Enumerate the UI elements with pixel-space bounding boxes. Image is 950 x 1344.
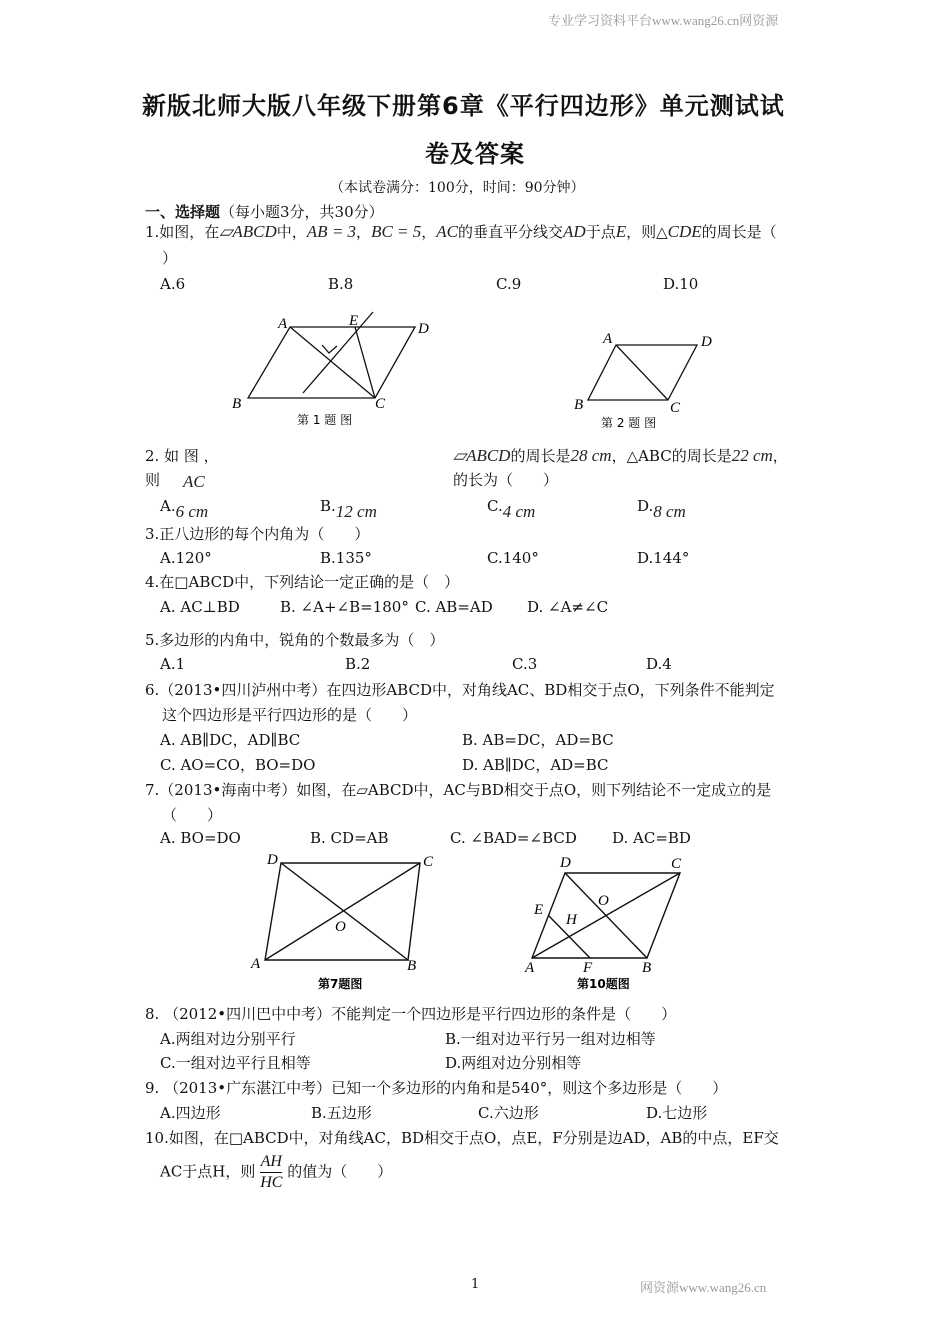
q2-a-value: 6 cm [175, 502, 209, 521]
fig2-label-d: D [701, 334, 712, 350]
q8-option-a[interactable]: A.两组对边分别平行 [160, 1030, 296, 1048]
q1-bc: BC = 5 [371, 222, 422, 241]
q2-c-letter: C. [487, 497, 503, 515]
exam-info: （本试卷满分：100分，时间：90分钟） [330, 180, 585, 196]
question-8: 8. （2012•四川巴中中考）不能判定一个四边形是平行四边形的条件是（ ） [145, 1005, 677, 1023]
q2-option-c[interactable] [487, 496, 536, 521]
header-watermark: 专业学习资料平台www.wang26.cn网资源 [548, 13, 779, 28]
q6-option-a[interactable]: A. AB∥DC，AD∥BC [160, 731, 301, 749]
question-10-line2 [160, 1152, 392, 1193]
q2-perimeter-2: 22 cm [731, 446, 773, 465]
question-7-line2: （ ） [162, 806, 223, 824]
q6-option-b[interactable]: B. AB=DC，AD=BC [462, 731, 614, 749]
q2-then: 则 [145, 471, 161, 489]
q2-b-value: 12 cm [335, 502, 377, 521]
q1-text3: 的垂直平分线交 [458, 223, 564, 241]
q7-option-c[interactable]: C. ∠BAD=∠BCD [450, 829, 577, 847]
q1-option-a[interactable]: A.6 [160, 275, 186, 293]
q5-option-a[interactable]: A.1 [160, 655, 186, 673]
fig7-label-c: C [423, 854, 434, 870]
section-title: 一、选择题 [145, 203, 221, 221]
q10-text: AC于点H，则 [160, 1162, 256, 1181]
q2-b-letter: B. [320, 497, 336, 515]
question-9: 9. （2013•广东湛江中考）已知一个多边形的内角和是540°，则这个多边形是（ ） [145, 1079, 728, 1097]
fig7-label-b: B [407, 958, 417, 974]
q2-perimeter-1: 28 cm [570, 446, 612, 465]
fig1-label-c: C [375, 396, 386, 412]
q2-a-letter: A. [160, 497, 176, 515]
q1-option-b[interactable]: B.8 [328, 275, 354, 293]
q6-option-c[interactable]: C. AO=CO，BO=DO [160, 756, 316, 774]
figure-7 [245, 848, 445, 993]
q2-c-value: 4 cm [502, 502, 536, 521]
q2-question: 的长为（ ） [453, 471, 559, 489]
q1-close: ） [162, 249, 178, 267]
q1-text5: ，则△ [626, 223, 668, 241]
q9-option-b[interactable]: B.五边形 [311, 1104, 372, 1122]
q1-ac: AC [436, 222, 459, 241]
fig2-label-c: C [670, 400, 681, 416]
section-heading [145, 201, 384, 222]
fig10-label-b: B [642, 960, 652, 976]
q1-sep: ， [356, 223, 372, 241]
q2-text3: ， [772, 447, 788, 465]
question-5: 5.多边形的内角中，锐角的个数最多为（ ） [145, 631, 445, 649]
q5-option-c[interactable]: C.3 [512, 655, 538, 673]
q9-option-d[interactable]: D.七边形 [646, 1104, 708, 1122]
fig2-label-a: A [603, 331, 613, 347]
q4-option-d[interactable]: D. ∠A≠∠C [527, 598, 609, 616]
q8-option-b[interactable]: B.一组对边平行另一组对边相等 [445, 1030, 656, 1048]
q7-option-d[interactable]: D. AC=BD [612, 829, 691, 847]
q4-option-a[interactable]: A. AC⊥BD [160, 598, 240, 616]
q3-option-d[interactable]: D.144° [637, 549, 690, 567]
q4-option-b[interactable]: B. ∠A+∠B=180° [280, 598, 409, 616]
fig1-label-a: A [278, 316, 288, 332]
q1-sep2: ， [421, 223, 437, 241]
q1-text4: 于点 [585, 223, 616, 241]
question-10: 10.如图，在□ABCD中，对角线AC，BD相交于点O，点E，F分别是边AD，AB的中点，EF交 [145, 1129, 779, 1147]
fig1-label-d: D [418, 321, 429, 337]
fig7-caption: 第7题图 [318, 977, 363, 991]
q3-option-c[interactable]: C.140° [487, 549, 539, 567]
q2-start: 2. 如 图 ， [145, 447, 219, 465]
figure-10 [520, 848, 695, 993]
q1-ab: AB = 3 [306, 222, 357, 241]
q1-ad: AD [563, 222, 586, 241]
question-6: 6.（2013•四川泸州中考）在四边形ABCD中，对角线AC、BD相交于点O，下列条件不能判定 [145, 681, 775, 699]
figure-1 [225, 308, 440, 433]
question-7: 7.（2013•海南中考）如图，在▱ABCD中，AC与BD相交于点O，则下列结论不一定成立的是 [145, 781, 772, 799]
page-title: 新版北师大版八年级下册第6章《平行四边形》单元测试试 [142, 92, 785, 120]
fig10-label-f: F [583, 960, 593, 976]
q5-option-d[interactable]: D.4 [646, 655, 672, 673]
q2-d-value: 8 cm [653, 502, 686, 521]
section-note: （每小题3分，共30分） [220, 203, 384, 221]
q10-fraction [260, 1152, 282, 1193]
q2-option-a[interactable] [160, 496, 209, 521]
fig10-caption: 第10题图 [577, 977, 630, 991]
fig1-label-e: E [349, 313, 359, 329]
q1-option-d[interactable]: D.10 [663, 275, 699, 293]
fig1-label-b: B [232, 396, 242, 412]
q2-conditions [453, 445, 788, 466]
q10-text2: 的值为（ ） [287, 1162, 393, 1181]
fig2-label-b: B [574, 397, 584, 413]
q3-option-b[interactable]: B.135° [320, 549, 372, 567]
q2-text1: 的周长是 [510, 447, 571, 465]
q9-option-c[interactable]: C.六边形 [478, 1104, 539, 1122]
q1-option-c[interactable]: C.9 [496, 275, 522, 293]
fig1-caption: 第 1 题 图 [297, 413, 353, 427]
question-4: 4.在□ABCD中，下列结论一定正确的是（ ） [145, 573, 460, 591]
question-3: 3.正八边形的每个内角为（ ） [145, 525, 370, 543]
q1-cde: CDE [667, 222, 702, 241]
q8-option-c[interactable]: C.一组对边平行且相等 [160, 1054, 311, 1072]
q2-option-d[interactable] [637, 496, 686, 521]
q6-option-d[interactable]: D. AB∥DC，AD=BC [462, 756, 609, 774]
fig2-caption: 第 2 题 图 [601, 416, 657, 430]
footer-watermark: 网资源www.wang26.cn [640, 1280, 767, 1295]
q1-text2: 中， [276, 223, 307, 241]
q2-para: ▱ABCD [453, 446, 511, 465]
fig10-label-a: A [525, 960, 535, 976]
q7-option-b[interactable]: B. CD=AB [310, 829, 389, 847]
page-title-line2: 卷及答案 [425, 140, 525, 168]
q4-option-c[interactable]: C. AB=AD [415, 598, 493, 616]
fig7-label-d: D [267, 852, 278, 868]
q2-text2: ，△ABC的周长是 [611, 447, 732, 465]
q10-denominator: HC [260, 1174, 283, 1191]
q2-d-letter: D. [637, 497, 654, 515]
fig7-label-a: A [251, 956, 261, 972]
figure-2 [570, 325, 730, 435]
fig10-label-o: O [598, 893, 609, 909]
q1-para: ▱ABCD [219, 222, 277, 241]
q2-ac: AC [183, 472, 205, 491]
fig10-label-h: H [566, 912, 577, 928]
question-1 [145, 221, 777, 242]
q1-text: 1.如图，在 [145, 223, 220, 241]
q9-option-a[interactable]: A.四边形 [160, 1104, 221, 1122]
question-6-line2: 这个四边形是平行四边形的是（ ） [162, 706, 418, 724]
fig10-label-d: D [560, 855, 571, 871]
q5-option-b[interactable]: B.2 [345, 655, 371, 673]
fig10-label-e: E [534, 902, 544, 918]
fig7-label-o: O [335, 919, 346, 935]
q1-point-e: E [615, 222, 627, 241]
page-number: 1 [471, 1277, 480, 1292]
q10-numerator: AH [260, 1152, 282, 1173]
fig10-label-c: C [671, 856, 682, 872]
q1-text6: 的周长是（ [701, 223, 777, 241]
q3-option-a[interactable]: A.120° [160, 549, 212, 567]
q2-option-b[interactable] [320, 496, 377, 521]
q7-option-a[interactable]: A. BO=DO [160, 829, 241, 847]
q8-option-d[interactable]: D.两组对边分别相等 [445, 1054, 582, 1072]
